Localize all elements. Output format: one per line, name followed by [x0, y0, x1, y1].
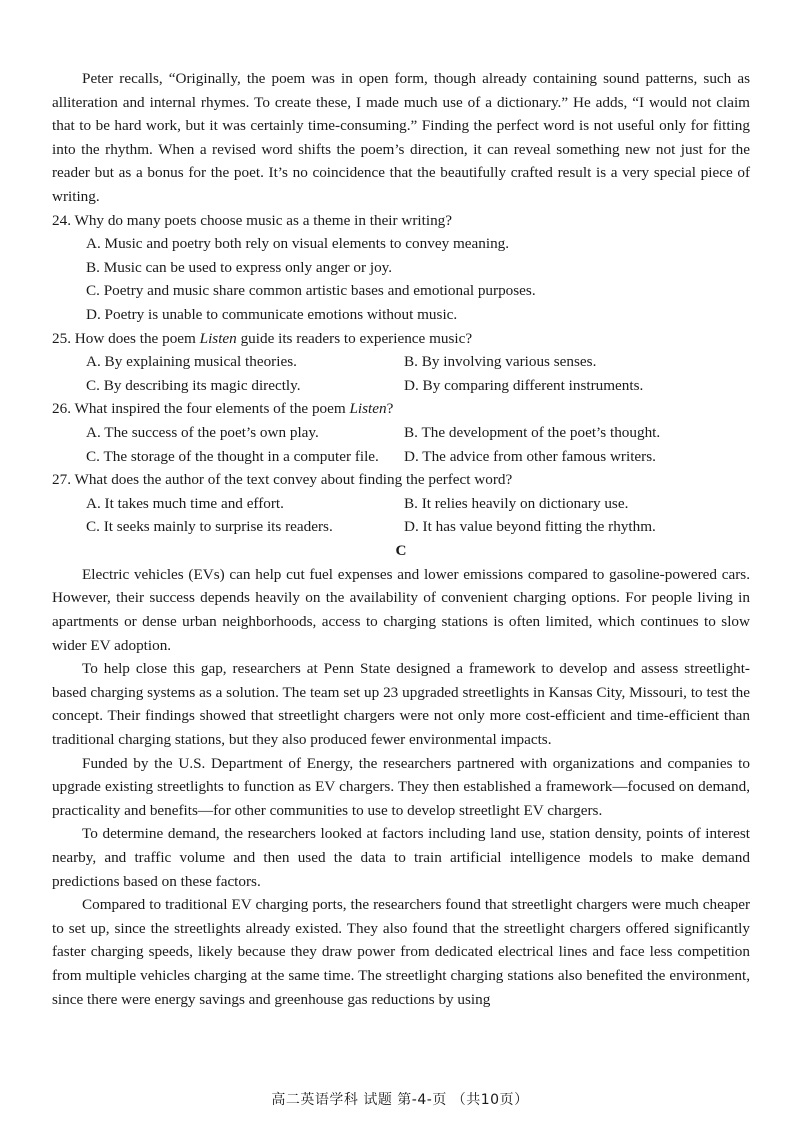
option-d: D. It has value beyond fitting the rhythm. [404, 518, 656, 536]
question-stem: 24. Why do many poets choose music as a theme in their writing? [52, 211, 452, 229]
passage-c-paragraph-5: Compared to traditional EV charging ports, the researchers found that streetlight chargers were much cheaper to set up, since the streetlights already existed. They also found that the streetlight chargers offered significantly faster charging speeds, likely because they draw power from dedicated electrical lines and face less competition from multiple vehicles charging at the same time. The streetlight charging stations also benefited the environment, since there were energy savings and greenhouse gas reductions by using [52, 896, 750, 1008]
option-d: D. The advice from other famous writers. [404, 447, 656, 465]
question-stem [52, 327, 750, 351]
option-c: C. Poetry and music share common artistic bases and emotional purposes. [86, 282, 536, 300]
option-d: D. Poetry is unable to communicate emotions without music. [86, 305, 458, 323]
option-a: A. The success of the poet’s own play. [86, 423, 319, 441]
question-26 [52, 397, 750, 468]
option-a: A. It takes much time and effort. [86, 494, 284, 512]
passage-c-paragraph-3: Funded by the U.S. Department of Energy, the researchers partnered with organizations and companies to upgrade existing streetlights to function as EV chargers. They then established a framework—focused on demand, practicality and benefits—for other communities to use to develop streetlight EV chargers. [52, 754, 750, 819]
option-b: B. It relies heavily on dictionary use. [404, 494, 629, 512]
page-content [52, 67, 750, 1011]
question-24 [52, 209, 750, 327]
option-a: A. By explaining musical theories. [86, 353, 297, 371]
stem-text: 26. What inspired the four elements of the poem [52, 400, 350, 418]
passage-c-paragraph-2: To help close this gap, researchers at Penn State designed a framework to develop and assess streetlight-based charging systems as a solution. The team set up 23 upgraded streetlights in Kansas City, Missouri, to test the concept. Their findings showed that streetlight chargers were not only more cost-efficient and time-efficient than traditional charging stations, but they also produced fewer environmental impacts. [52, 660, 750, 749]
option-c: C. It seeks mainly to surprise its readers. [86, 518, 333, 536]
poem-title: Listen [199, 329, 237, 347]
question-stem: 27. What does the author of the text convey about finding the perfect word? [52, 471, 513, 489]
passage-c-paragraph-4: To determine demand, the researchers looked at factors including land use, station density, points of interest nearby, and traffic volume and then used the data to train artificial intelligence models to make demand predictions based on these factors. [52, 825, 750, 890]
question-25 [52, 327, 750, 398]
passage-b-paragraph: Peter recalls, “Originally, the poem was in open form, though already containing sound patterns, such as alliteration and internal rhymes. To create these, I made much use of a dictionary.” He adds, “I would not claim that to be hard work, but it was certainly time-consuming.” Finding the perfect word is not useful only for fitting into the rhythm. When a revised word shifts the poem’s direction, it can reveal something new not just for the reader but as a bonus for the poet. It’s no coincidence that the beautifully crafted result is a very special piece of writing. [52, 70, 750, 205]
question-27 [52, 468, 750, 539]
stem-text: ? [386, 400, 394, 418]
option-a: A. Music and poetry both rely on visual elements to convey meaning. [86, 235, 510, 253]
section-letter-c: C [395, 541, 407, 559]
poem-title: Listen [349, 400, 387, 418]
option-b: B. Music can be used to express only anger or joy. [86, 258, 393, 276]
question-stem [52, 397, 750, 421]
stem-text: 25. How does the poem [52, 329, 200, 347]
option-d: D. By comparing different instruments. [404, 376, 644, 394]
passage-c-paragraph-1: Electric vehicles (EVs) can help cut fuel expenses and lower emissions compared to gasoline-powered cars. However, their success depends heavily on the availability of convenient charging options. For people living in apartments or dense urban neighborhoods, access to charging stations is often limited, which continues to slow wider EV adoption. [52, 565, 750, 654]
option-c: C. The storage of the thought in a computer file. [86, 447, 379, 465]
option-b: B. By involving various senses. [404, 353, 597, 371]
stem-text: guide its readers to experience music? [236, 329, 473, 347]
page-footer: 高二英语学科 试题 第-4-页 （共10页） [271, 1092, 529, 1108]
option-b: B. The development of the poet’s thought. [404, 423, 661, 441]
option-c: C. By describing its magic directly. [86, 376, 301, 394]
